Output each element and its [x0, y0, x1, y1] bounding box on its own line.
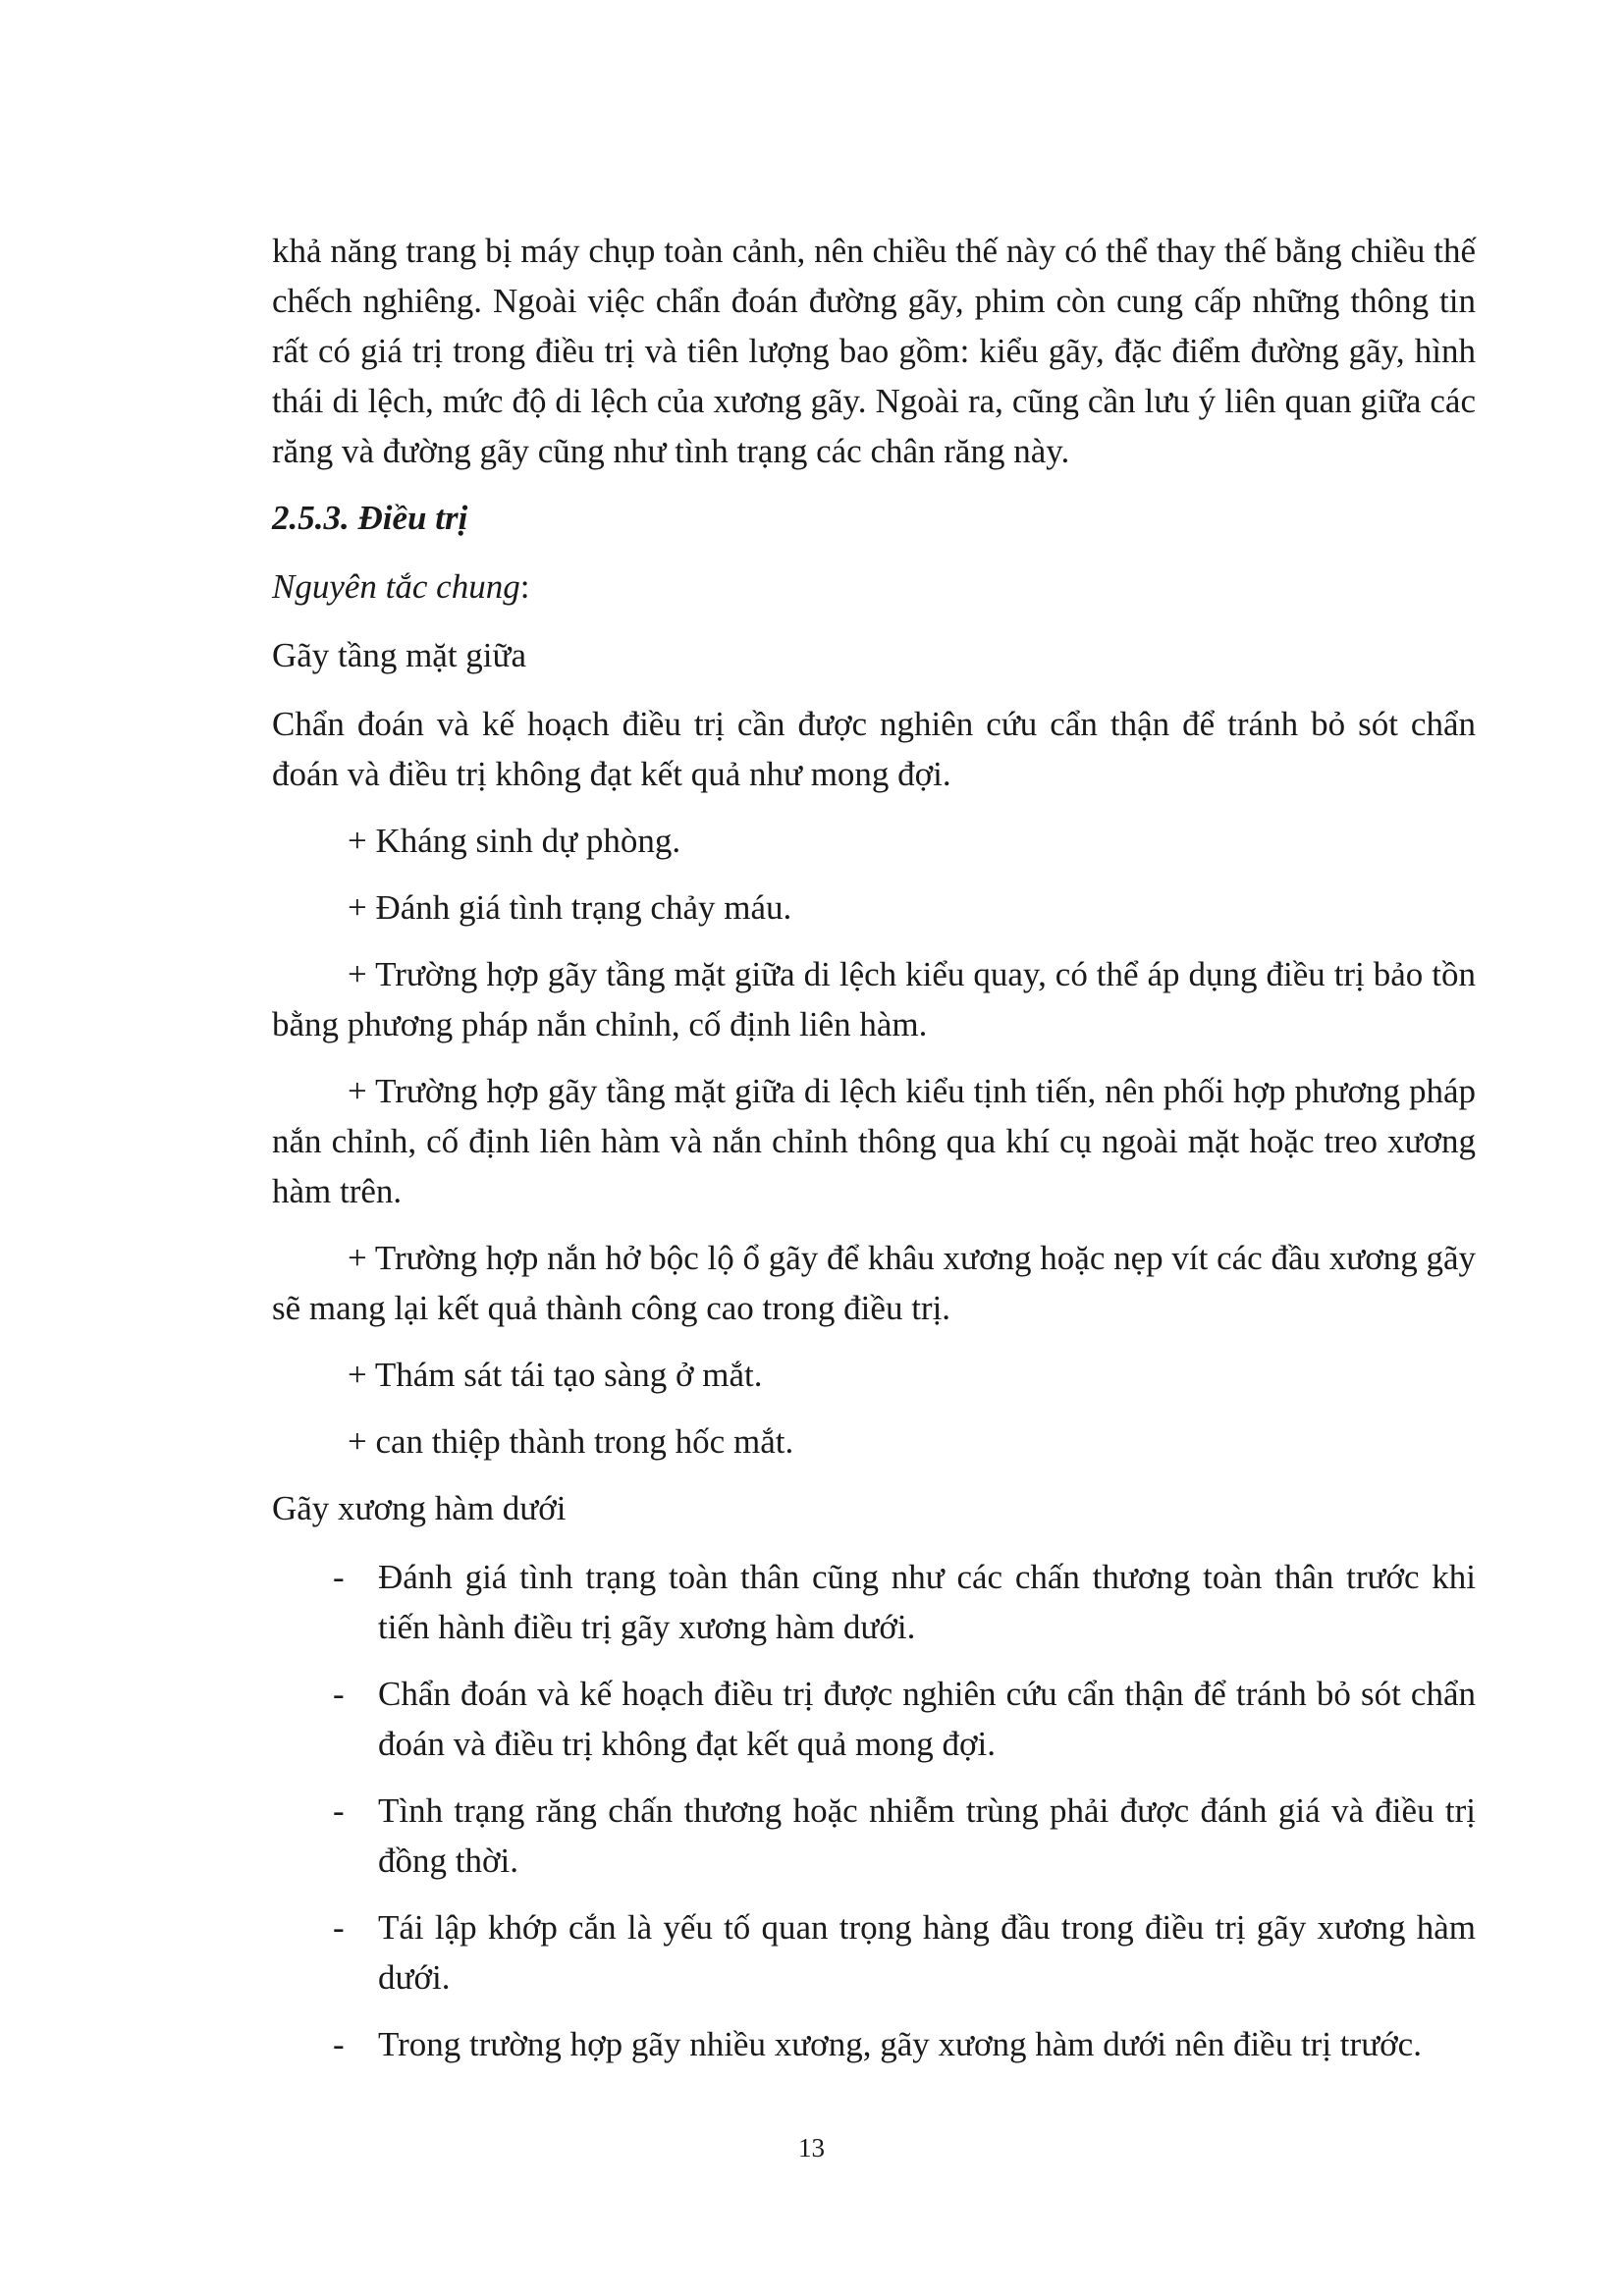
- list-item-text: Tái lập khớp cắn là yếu tố quan trọng hàng đầu trong điều trị gãy xương hàm dưới.: [378, 1908, 1476, 1997]
- list-item: [272, 1902, 1476, 2002]
- list-item: [272, 1552, 1476, 1652]
- list-item-text: Tình trạng răng chấn thương hoặc nhiễm trùng phải được đánh giá và điều trị đồng thời.: [378, 1791, 1476, 1880]
- dash-bullet: -: [333, 1791, 345, 1830]
- midface-intro: Chẩn đoán và kế hoạch điều trị cần được nghiên cứu cẩn thận để tránh bỏ sót chẩn đoán và điều trị không đạt kết quả như mong đợi.: [272, 705, 1476, 793]
- list-item-text: Trong trường hợp gãy nhiều xương, gãy xương hàm dưới nên điều trị trước.: [378, 2025, 1422, 2063]
- midface-item: + Trường hợp gãy tầng mặt giữa di lệch kiểu quay, có thể áp dụng điều trị bảo tồn bằng phương pháp nắn chỉnh, cố định liên hàm.: [272, 955, 1476, 1043]
- principles-label: [272, 561, 1476, 612]
- dash-bullet: -: [333, 1908, 345, 1947]
- dash-bullet: -: [333, 1558, 345, 1596]
- page-body: [272, 226, 1476, 2086]
- midface-item: + Trường hợp nắn hở bộc lộ ổ gãy để khâu xương hoặc nẹp vít các đầu xương gãy sẽ mang lại kết quả thành công cao trong điều trị.: [272, 1239, 1476, 1327]
- section-heading: 2.5.3. Điều trị: [272, 499, 468, 537]
- list-item-text: Chẩn đoán và kế hoạch điều trị được nghiên cứu cẩn thận để tránh bỏ sót chẩn đoán và điều trị không đạt kết quả mong đợi.: [378, 1675, 1476, 1763]
- principles-colon: :: [519, 567, 530, 606]
- list-item: [272, 1786, 1476, 1886]
- intro-paragraph: khả năng trang bị máy chụp toàn cảnh, nên chiều thế này có thể thay thế bằng chiều thế chếch nghiêng. Ngoài việc chẩn đoán đường gãy, phim còn cung cấp những thông tin rất có giá trị trong điều trị và tiên lượng bao gồm: kiểu gãy, đặc điểm đường gãy, hình thái di lệch, mức độ di lệch của xương gãy. Ngoài ra, cũng cần lưu ý liên quan giữa các răng và đường gãy cũng như tình trạng các chân răng này.: [272, 232, 1476, 470]
- list-item-text: Đánh giá tình trạng toàn thân cũng như các chấn thương toàn thân trước khi tiến hành điều trị gãy xương hàm dưới.: [378, 1558, 1476, 1646]
- midface-item: + Kháng sinh dự phòng.: [348, 822, 681, 860]
- mandible-list: [272, 1552, 1476, 2069]
- page-number: 13: [798, 2133, 825, 2163]
- list-item: [272, 2019, 1476, 2069]
- midface-item: + Trường hợp gãy tầng mặt giữa di lệch kiểu tịnh tiến, nên phối hợp phương pháp nắn chỉnh, cố định liên hàm và nắn chỉnh thông qua khí cụ ngoài mặt hoặc treo xương hàm trên.: [272, 1072, 1476, 1210]
- mandible-title: Gãy xương hàm dưới: [272, 1489, 567, 1527]
- midface-item: + Thám sát tái tạo sàng ở mắt.: [348, 1356, 763, 1394]
- dash-bullet: -: [333, 1675, 345, 1713]
- midface-title: Gãy tầng mặt giữa: [272, 636, 527, 674]
- principles-label-text: Nguyên tắc chung: [272, 567, 520, 606]
- midface-item: + can thiệp thành trong hốc mắt.: [348, 1422, 794, 1461]
- dash-bullet: -: [333, 2025, 345, 2063]
- list-item: [272, 1669, 1476, 1769]
- midface-item: + Đánh giá tình trạng chảy máu.: [348, 888, 792, 927]
